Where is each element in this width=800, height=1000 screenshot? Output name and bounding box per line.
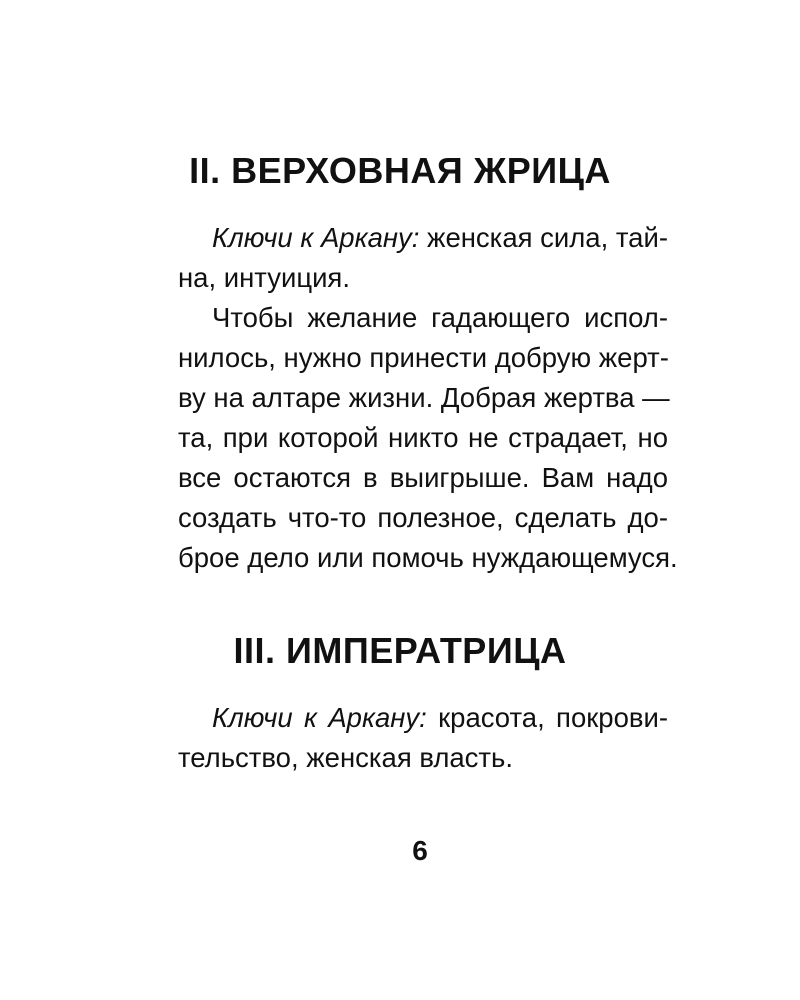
keys-line-1 <box>212 220 668 256</box>
keys-line-2: тельство, женская власть. <box>178 742 513 773</box>
body-line: создать что-то полезное, сделать до- <box>178 502 668 533</box>
section-title-empress: III. ИМПЕРАТРИЦА <box>233 630 567 671</box>
keys-line-1 <box>212 700 668 736</box>
body-line: брое дело или помочь нуждающемуся. <box>178 542 678 573</box>
body-line: та, при которой никто не страдает, но <box>178 422 668 453</box>
keys-text: красота, покрови- <box>426 702 668 733</box>
keys-line-2: на, интуиция. <box>178 262 350 293</box>
body-line: все остаются в выигрыше. Вам надо <box>178 462 668 493</box>
body-line: ву на алтаре жизни. Добрая жертва — <box>178 382 670 413</box>
section-title-high-priestess: II. ВЕРХОВНАЯ ЖРИЦА <box>189 150 611 191</box>
body-line: нилось, нужно принести добрую жерт- <box>178 342 669 373</box>
body-line: Чтобы желание гадающего испол- <box>212 302 668 333</box>
page-number: 6 <box>412 835 428 866</box>
keys-text: женская сила, тай- <box>419 222 668 253</box>
keys-label: Ключи к Аркану: <box>212 222 420 253</box>
keys-label: Ключи к Аркану: <box>212 702 427 733</box>
